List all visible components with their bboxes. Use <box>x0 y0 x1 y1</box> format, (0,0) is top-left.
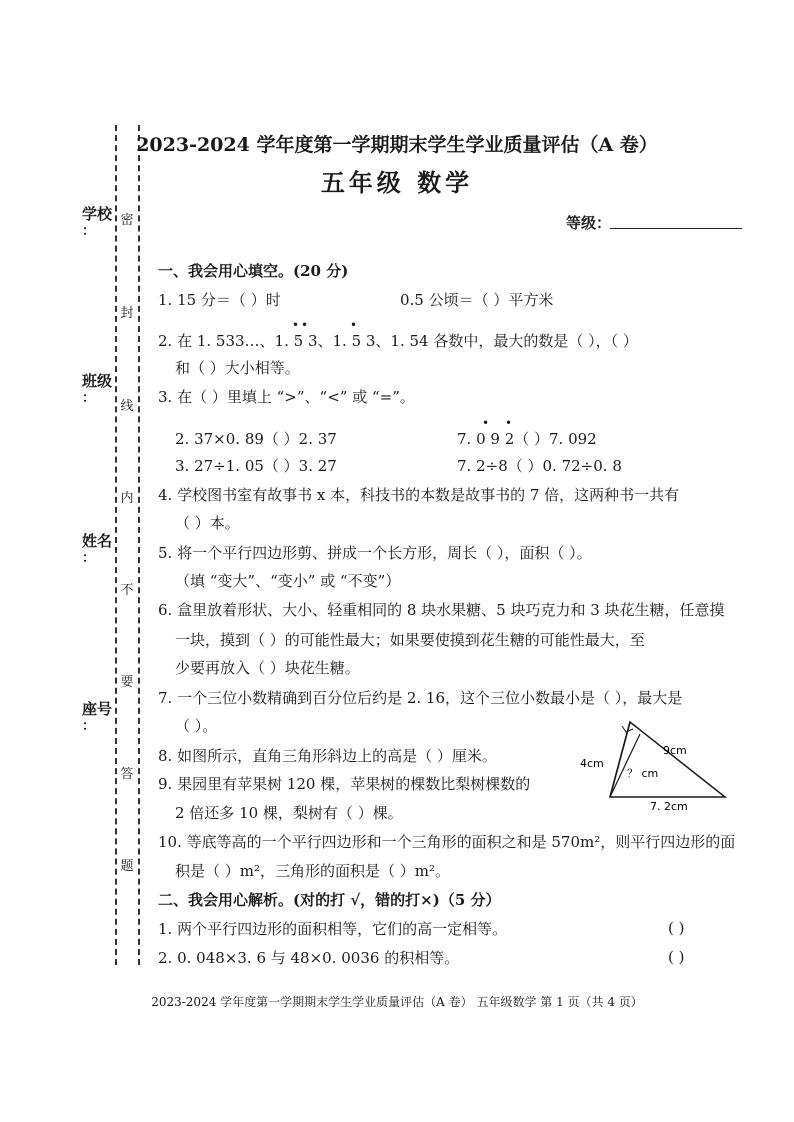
seal-char: 答 <box>117 766 137 784</box>
judge-answer-2[interactable]: ( ) <box>668 948 685 966</box>
class-label: 班级 ： <box>82 372 113 406</box>
label-base: 7. 2cm <box>650 800 688 812</box>
repeat-dot: • <box>292 318 300 332</box>
question-8: 8. 如图所示，直角三角形斜边上的高是（ ）厘米。 <box>158 747 497 765</box>
seal-char: 密 <box>117 212 137 230</box>
question-6b: 一块，摸到（ ）的可能性最大；如果要使摸到花生糖的可能性最大，至 <box>175 631 645 649</box>
label-left-side: 4cm <box>580 757 604 770</box>
question-3c: 3. 27÷1. 05（ ）3. 27 <box>175 457 337 475</box>
question-9a: 9. 果园里有苹果树 120 棵，苹果树的棵数比梨树棵数的 <box>158 775 531 793</box>
question-3b: 7. 0 9 2（ ）7. 092 <box>457 430 597 448</box>
repeat-dot: • <box>482 416 490 430</box>
exam-subtitle: 五年级 数学 <box>320 168 474 197</box>
seal-char: 线 <box>117 398 137 416</box>
binding-line-right <box>138 125 140 965</box>
question-10a: 10. 等底等高的一个平行四边形和一个三角形的面积之和是 570m²，则平行四边形的面 <box>158 833 736 851</box>
question-3d: 7. 2÷8（ ）0. 72÷0. 8 <box>457 457 622 475</box>
exam-title: 2023-2024 学年度第一学期期末学生学业质量评估（A 卷） <box>136 134 658 156</box>
question-6c: 少要再放入（ ）块花生糖。 <box>175 659 360 677</box>
grade-label: 等级： <box>566 214 612 232</box>
seal-char: 题 <box>117 858 137 876</box>
section1-title: 一、我会用心填空。(20 分) <box>158 262 349 280</box>
grade-input-line[interactable] <box>610 228 742 229</box>
section2-title: 二、我会用心解析。(对的打 √，错的打×)（5 分） <box>158 891 501 909</box>
question-1a: 1. 15 分＝（ ）时 <box>158 291 281 309</box>
question-6a: 6. 盒里放着形状、大小、轻重相同的 8 块水果糖、5 块巧克力和 3 块花生糖，任意摸 <box>158 601 725 619</box>
judge-question-2: 2. 0. 048×3. 6 与 48×0. 0036 的积相等。 <box>158 949 460 967</box>
question-3a: 2. 37×0. 89（ ）2. 37 <box>175 430 337 448</box>
question-2a: 2. 在 1. 533…、1. 5 3、1. 5 3、1. 54 各数中，最大的数是（ ），（ ） <box>158 332 638 350</box>
question-5a: 5. 将一个平行四边形剪、拼成一个长方形，周长（ ），面积（ ）。 <box>158 544 592 562</box>
question-10b: 积是（ ）m²，三角形的面积是（ ）m²。 <box>175 862 451 880</box>
question-4a: 4. 学校图书室有故事书 x 本，科技书的本数是故事书的 7 倍，这两种书一共有 <box>158 486 680 504</box>
judge-answer-1[interactable]: ( ) <box>668 919 685 937</box>
repeat-dot: • <box>350 318 358 332</box>
seat-label: 座号 ： <box>82 700 113 734</box>
question-9b: 2 倍还多 10 棵，梨树有（ ）棵。 <box>175 804 403 822</box>
page-footer: 2023-2024 学年度第一学期期末学生学业质量评估（A 卷） 五年级数学 第 1 页（共 4 页） <box>151 995 643 1009</box>
altitude-line <box>610 722 630 797</box>
question-3: 3. 在（ ）里填上 “>”、“<” 或 “=”。 <box>158 388 415 406</box>
judge-question-1: 1. 两个平行四边形的面积相等，它们的高一定相等。 <box>158 920 508 938</box>
label-hypotenuse: 9cm <box>663 744 687 757</box>
question-4b: （ ）本。 <box>175 514 240 532</box>
question-7a: 7. 一个三位小数精确到百分位后约是 2. 16，这个三位小数最小是（ ），最大是 <box>158 689 683 707</box>
seal-char: 封 <box>117 305 137 323</box>
seal-char: 不 <box>117 582 137 600</box>
label-height: ？ cm <box>627 767 659 780</box>
seal-char: 要 <box>117 674 137 692</box>
question-2b: 和（ ）大小相等。 <box>175 359 300 377</box>
question-5b: （填 “变大”、“变小” 或 “不变”） <box>175 572 401 590</box>
question-7b: （ ）。 <box>175 717 218 735</box>
name-label: 姓名 ： <box>82 532 113 566</box>
right-triangle-figure <box>575 712 735 812</box>
seal-char: 内 <box>117 490 137 508</box>
school-label: 学校 ： <box>82 205 113 239</box>
question-1b: 0.5 公顷＝（ ）平方米 <box>400 291 554 309</box>
repeat-dot: • <box>301 318 309 332</box>
binding-line-left <box>115 125 117 965</box>
repeat-dot: • <box>505 416 513 430</box>
